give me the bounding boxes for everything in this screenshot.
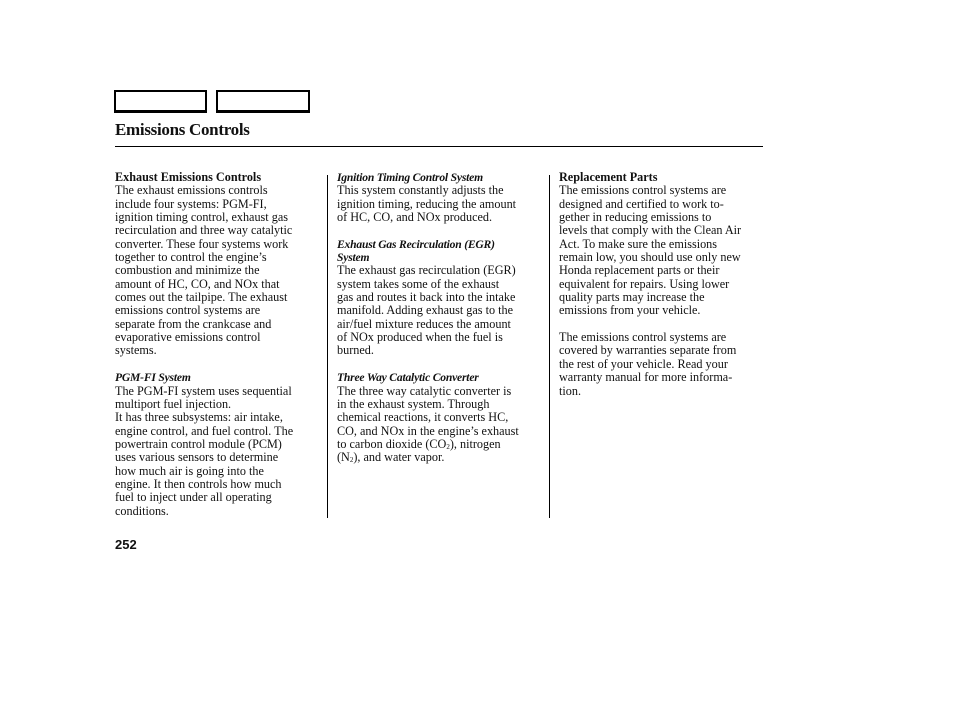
catalytic-converter-body bbox=[337, 385, 543, 465]
column-divider bbox=[549, 175, 550, 518]
egr-heading: Exhaust Gas Recirculation (EGR) System bbox=[337, 237, 495, 265]
column-control-systems bbox=[337, 171, 543, 465]
exhaust-emissions-body: The exhaust emissions controls include four systems: PGM-FI, ignition timing control, exhaust gas recirculation and three way catalytic converter. These four systems work together to control the engine’s combustion and minimize the amount of HC, CO, and NOx that comes out the tailpipe. The exhaust emissions control systems are separate from the crankcase and evaporative emissions control systems. bbox=[115, 183, 293, 358]
nav-tab-box-left[interactable] bbox=[114, 90, 207, 113]
egr-body: The exhaust gas recirculation (EGR) system takes some of the exhaust gas and routes it back into the intake manifold. Adding exhaust gas to the air/fuel mixture reduces the amount of NOx produced when the fuel is burned. bbox=[337, 263, 516, 358]
column-divider bbox=[327, 175, 328, 518]
spacer bbox=[337, 224, 543, 237]
n2-subscript: 2 bbox=[349, 456, 354, 465]
pgmfi-body: The PGM-FI system uses sequential multiport fuel injection. It has three subsystems: air intake, engine control, and fuel control. The powertrain control module (PCM) uses various sensors to determine how much air is going into the engine. It then controls how much fuel to inject under all operating conditions. bbox=[115, 383, 294, 518]
column-exhaust-emissions bbox=[115, 171, 320, 518]
nav-tab-box-right[interactable] bbox=[216, 90, 310, 113]
warranty-body: The emissions control systems are covered by warranties separate from the rest of your vehicle. Read your warranty manual for more informa- tion. bbox=[559, 330, 737, 398]
page-number: 252 bbox=[115, 537, 137, 552]
spacer bbox=[559, 318, 763, 331]
ignition-timing-heading: Ignition Timing Control System bbox=[337, 171, 483, 184]
replacement-parts-body: The emissions control systems are designed and certified to work to- gether in reducing emissions to levels that comply with the Clean Air Act. To make sure the emissions remain low, you should use only new Honda replacement parts or their equivalent for repairs. Using lower quality parts may increase the emissions from your vehicle. bbox=[559, 183, 742, 318]
replacement-parts-heading: Replacement Parts bbox=[559, 170, 658, 184]
spacer bbox=[337, 358, 543, 371]
page-title: Emissions Controls bbox=[115, 120, 250, 139]
column-replacement-parts bbox=[559, 171, 763, 398]
co2-subscript: 2 bbox=[446, 442, 450, 451]
catalytic-text-mid: ), nitrogen (N bbox=[337, 436, 501, 465]
title-divider bbox=[115, 146, 763, 147]
catalytic-text-start: The three way catalytic converter is in the exhaust system. Through chemical reactions, it converts HC, CO, and NOx in the engine’s exhaust to carbon dioxide (CO bbox=[337, 383, 519, 451]
catalytic-converter-heading: Three Way Catalytic Converter bbox=[337, 371, 479, 385]
ignition-timing-body: This system constantly adjusts the ignition timing, reducing the amount of HC, CO, and NOx produced. bbox=[337, 183, 517, 225]
catalytic-text-end: ), and water vapor. bbox=[353, 450, 445, 465]
spacer bbox=[115, 358, 320, 371]
pgmfi-heading: PGM-FI System bbox=[115, 371, 191, 385]
exhaust-emissions-heading: Exhaust Emissions Controls bbox=[115, 170, 262, 184]
